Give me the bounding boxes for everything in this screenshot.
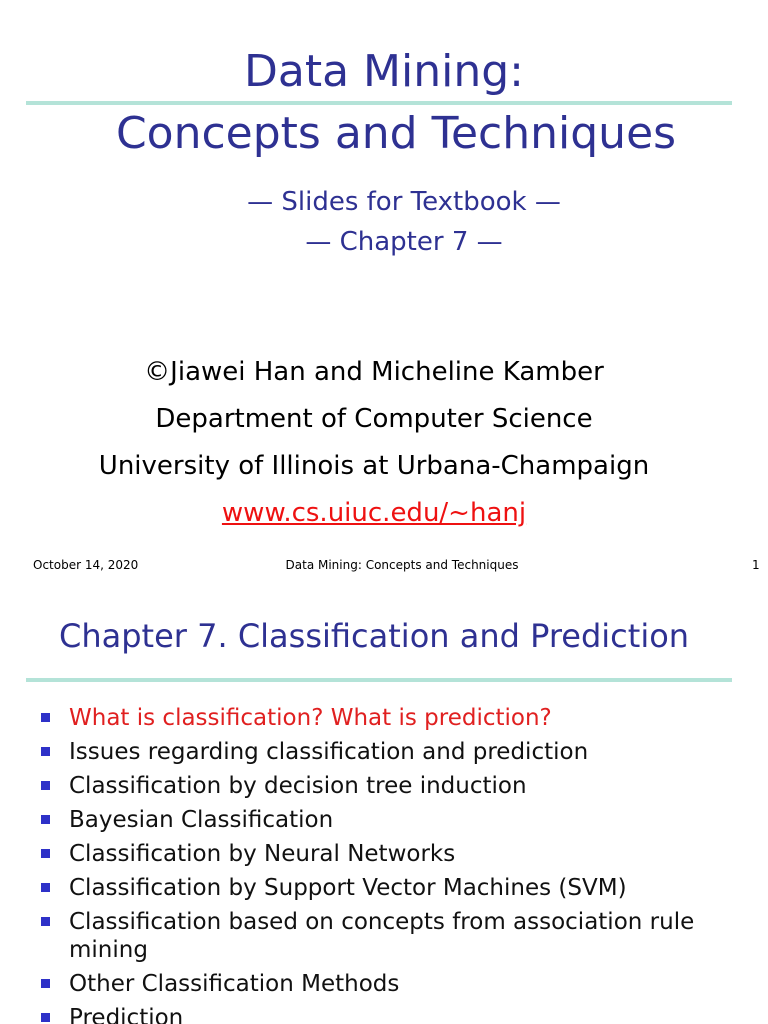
list-item-text: Issues regarding classification and prediction (69, 739, 589, 765)
list-item (0, 874, 709, 902)
list-item (0, 772, 709, 800)
slide-title-line-2: Concepts and Techniques (115, 108, 677, 159)
university-name: University of Illinois at Urbana-Champaign (98, 451, 650, 481)
square-bullet-icon (41, 747, 50, 756)
subtitle-line-1: — Slides for Textbook — (247, 187, 561, 217)
list-item-text: Bayesian Classification (69, 807, 334, 833)
contents-slide (0, 584, 768, 1024)
list-item (0, 1004, 709, 1024)
slide-footer (0, 557, 768, 573)
square-bullet-icon (41, 917, 50, 926)
title-divider (26, 101, 732, 105)
list-item (0, 704, 709, 732)
slide-title-line-1: Data Mining: (244, 46, 524, 97)
footer-page-number: 1 (752, 558, 760, 572)
list-item-text: Classification by Support Vector Machines (SVM) (69, 875, 627, 901)
footer-date: October 14, 2020 (33, 558, 139, 572)
list-item (0, 840, 709, 868)
square-bullet-icon (41, 781, 50, 790)
footer-title: Data Mining: Concepts and Techniques (285, 558, 519, 572)
square-bullet-icon (41, 713, 50, 722)
subtitle-line-2: — Chapter 7 — (305, 227, 503, 257)
list-item-text: Prediction (69, 1005, 184, 1024)
square-bullet-icon (41, 883, 50, 892)
topic-list (0, 704, 768, 1024)
list-item-text: Other Classification Methods (69, 971, 400, 997)
square-bullet-icon (41, 849, 50, 858)
list-item (0, 908, 709, 964)
square-bullet-icon (41, 979, 50, 988)
list-item-text: Classification based on concepts from association rule mining (69, 909, 695, 963)
chapter-title: Chapter 7. Classification and Prediction (59, 617, 690, 655)
department-name: Department of Computer Science (155, 404, 593, 434)
list-item-text: What is classification? What is prediction? (69, 705, 552, 731)
homepage-link[interactable]: www.cs.uiuc.edu/~hanj (221, 498, 527, 528)
list-item (0, 970, 709, 998)
list-item-text: Classification by decision tree induction (69, 773, 527, 799)
list-item (0, 738, 709, 766)
square-bullet-icon (41, 815, 50, 824)
list-item-text: Classification by Neural Networks (69, 841, 456, 867)
chapter-title-divider (26, 678, 732, 682)
author-credit: ©Jiawei Han and Micheline Kamber (144, 357, 604, 387)
list-item (0, 806, 709, 834)
square-bullet-icon (41, 1013, 50, 1022)
